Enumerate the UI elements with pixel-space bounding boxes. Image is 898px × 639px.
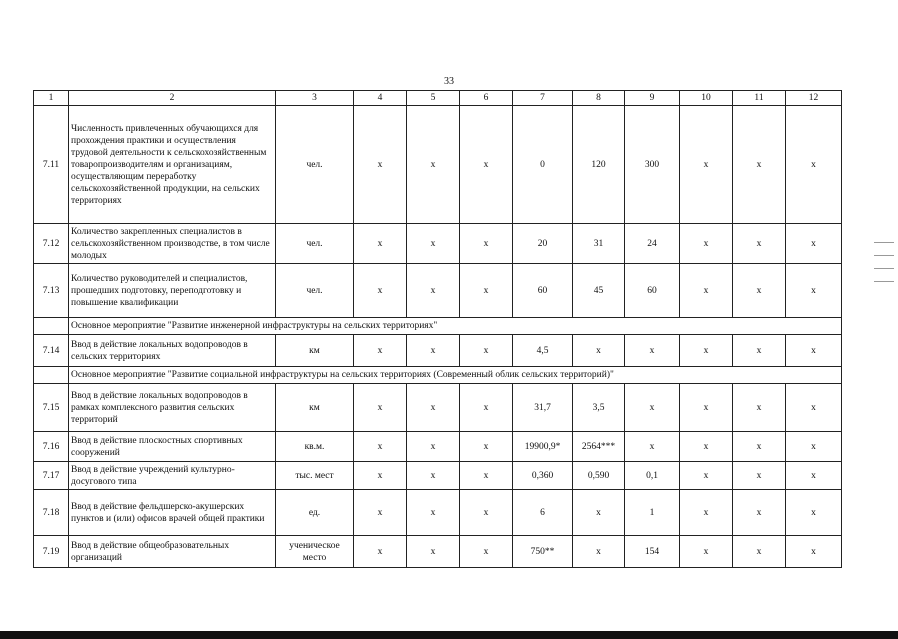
cell: х [786,462,842,490]
cell: 60 [625,264,680,318]
cell: х [680,384,733,432]
section-row [34,367,842,384]
table-row [34,264,842,318]
cell: 2564*** [573,432,625,462]
cell: х [680,490,733,536]
row-name: Ввод в действие локальных водопроводов в сельских территориях [69,335,276,367]
indicators-table [33,90,842,568]
row-number: 7.14 [34,335,69,367]
row-unit: кв.м. [276,432,354,462]
cell: х [786,432,842,462]
cell: х [680,432,733,462]
cell: х [460,106,513,224]
cell: х [573,335,625,367]
row-number: 7.11 [34,106,69,224]
cell: х [786,264,842,318]
cell: х [354,106,407,224]
cell: х [625,432,680,462]
row-unit: чел. [276,106,354,224]
cell: х [786,490,842,536]
row-unit: тыс. мест [276,462,354,490]
cell: х [786,384,842,432]
cell: х [786,106,842,224]
cell: 31 [573,224,625,264]
page-number: 33 [444,76,454,87]
scan-bottom-edge [0,631,898,639]
scan-edge-marks [874,230,894,380]
cell: х [407,536,460,568]
cell: х [354,536,407,568]
cell: х [460,224,513,264]
cell: 24 [625,224,680,264]
cell: х [786,224,842,264]
cell: 300 [625,106,680,224]
col-header: 5 [407,91,460,106]
row-number: 7.19 [34,536,69,568]
cell: 6 [513,490,573,536]
cell: х [460,462,513,490]
col-header: 6 [460,91,513,106]
table-row [34,490,842,536]
cell: х [733,462,786,490]
table-row [34,224,842,264]
cell: х [354,335,407,367]
row-number: 7.17 [34,462,69,490]
row-unit: км [276,335,354,367]
cell: х [680,335,733,367]
row-number: 7.16 [34,432,69,462]
cell: х [733,264,786,318]
cell: х [460,264,513,318]
cell: х [733,384,786,432]
cell: х [733,432,786,462]
cell: х [407,106,460,224]
cell: 120 [573,106,625,224]
row-name: Ввод в действие локальных водопроводов в рамках комплексного развития сельских территорий [69,384,276,432]
row-number: 7.13 [34,264,69,318]
cell: 60 [513,264,573,318]
cell: х [407,264,460,318]
row-unit: чел. [276,224,354,264]
table-row [34,335,842,367]
cell: 0,590 [573,462,625,490]
col-header: 11 [733,91,786,106]
row-unit: ученическое место [276,536,354,568]
cell: х [354,264,407,318]
table-row [34,106,842,224]
cell: х [786,536,842,568]
row-number: 7.15 [34,384,69,432]
cell: х [354,432,407,462]
cell: х [786,335,842,367]
cell: 0,1 [625,462,680,490]
cell: х [407,462,460,490]
cell: 750** [513,536,573,568]
cell: х [460,490,513,536]
row-name: Ввод в действие плоскостных спортивных сооружений [69,432,276,462]
cell: х [733,224,786,264]
header-row [34,91,842,106]
col-header: 12 [786,91,842,106]
section-number-cell [34,318,69,335]
table-row [34,432,842,462]
col-header: 9 [625,91,680,106]
section-row [34,318,842,335]
cell: х [407,335,460,367]
cell: х [625,384,680,432]
row-name: Ввод в действие учреждений культурно-досугового типа [69,462,276,490]
cell: 154 [625,536,680,568]
row-unit: чел. [276,264,354,318]
section-title: Основное мероприятие "Развитие социальной инфраструктуры на сельских территориях (Современный облик сельских территорий)" [69,367,842,384]
row-name: Ввод в действие фельдшерско-акушерских пунктов и (или) офисов врачей общей практики [69,490,276,536]
table-row [34,462,842,490]
cell: х [680,264,733,318]
col-header: 3 [276,91,354,106]
col-header: 1 [34,91,69,106]
cell: х [460,536,513,568]
cell: 31,7 [513,384,573,432]
cell: 1 [625,490,680,536]
col-header: 2 [69,91,276,106]
cell: 20 [513,224,573,264]
cell: х [680,106,733,224]
cell: х [733,490,786,536]
cell: х [733,106,786,224]
row-name: Количество закрепленных специалистов в сельскохозяйственном производстве, в том числе молодых [69,224,276,264]
row-name: Ввод в действие общеобразовательных организаций [69,536,276,568]
row-number: 7.18 [34,490,69,536]
cell: х [354,490,407,536]
row-unit: км [276,384,354,432]
cell: х [733,536,786,568]
cell: х [680,224,733,264]
cell: х [407,384,460,432]
col-header: 7 [513,91,573,106]
cell: х [354,384,407,432]
cell: х [573,536,625,568]
cell: х [625,335,680,367]
row-unit: ед. [276,490,354,536]
row-name: Количество руководителей и специалистов, прошедших подготовку, переподготовку и повышение квалификации [69,264,276,318]
cell: х [680,536,733,568]
cell: х [733,335,786,367]
cell: 4,5 [513,335,573,367]
col-header: 10 [680,91,733,106]
cell: х [573,490,625,536]
cell: 45 [573,264,625,318]
cell: 0,360 [513,462,573,490]
section-number-cell [34,367,69,384]
cell: х [407,490,460,536]
table-row [34,384,842,432]
cell: 3,5 [573,384,625,432]
cell: х [680,462,733,490]
cell: х [354,462,407,490]
cell: 0 [513,106,573,224]
row-number: 7.12 [34,224,69,264]
cell: х [460,432,513,462]
cell: х [407,224,460,264]
cell: х [407,432,460,462]
col-header: 4 [354,91,407,106]
table-row [34,536,842,568]
cell: х [460,384,513,432]
row-name: Численность привлеченных обучающихся для прохождения практики и осуществления трудовой деятельности к сельскохозяйственным товаропроизводителям и организациям, осуществляющим переработку сельскохозяйственной продукции, на сельских территориях [69,106,276,224]
cell: 19900,9* [513,432,573,462]
cell: х [460,335,513,367]
section-title: Основное мероприятие "Развитие инженерной инфраструктуры на сельских территориях" [69,318,842,335]
cell: х [354,224,407,264]
col-header: 8 [573,91,625,106]
